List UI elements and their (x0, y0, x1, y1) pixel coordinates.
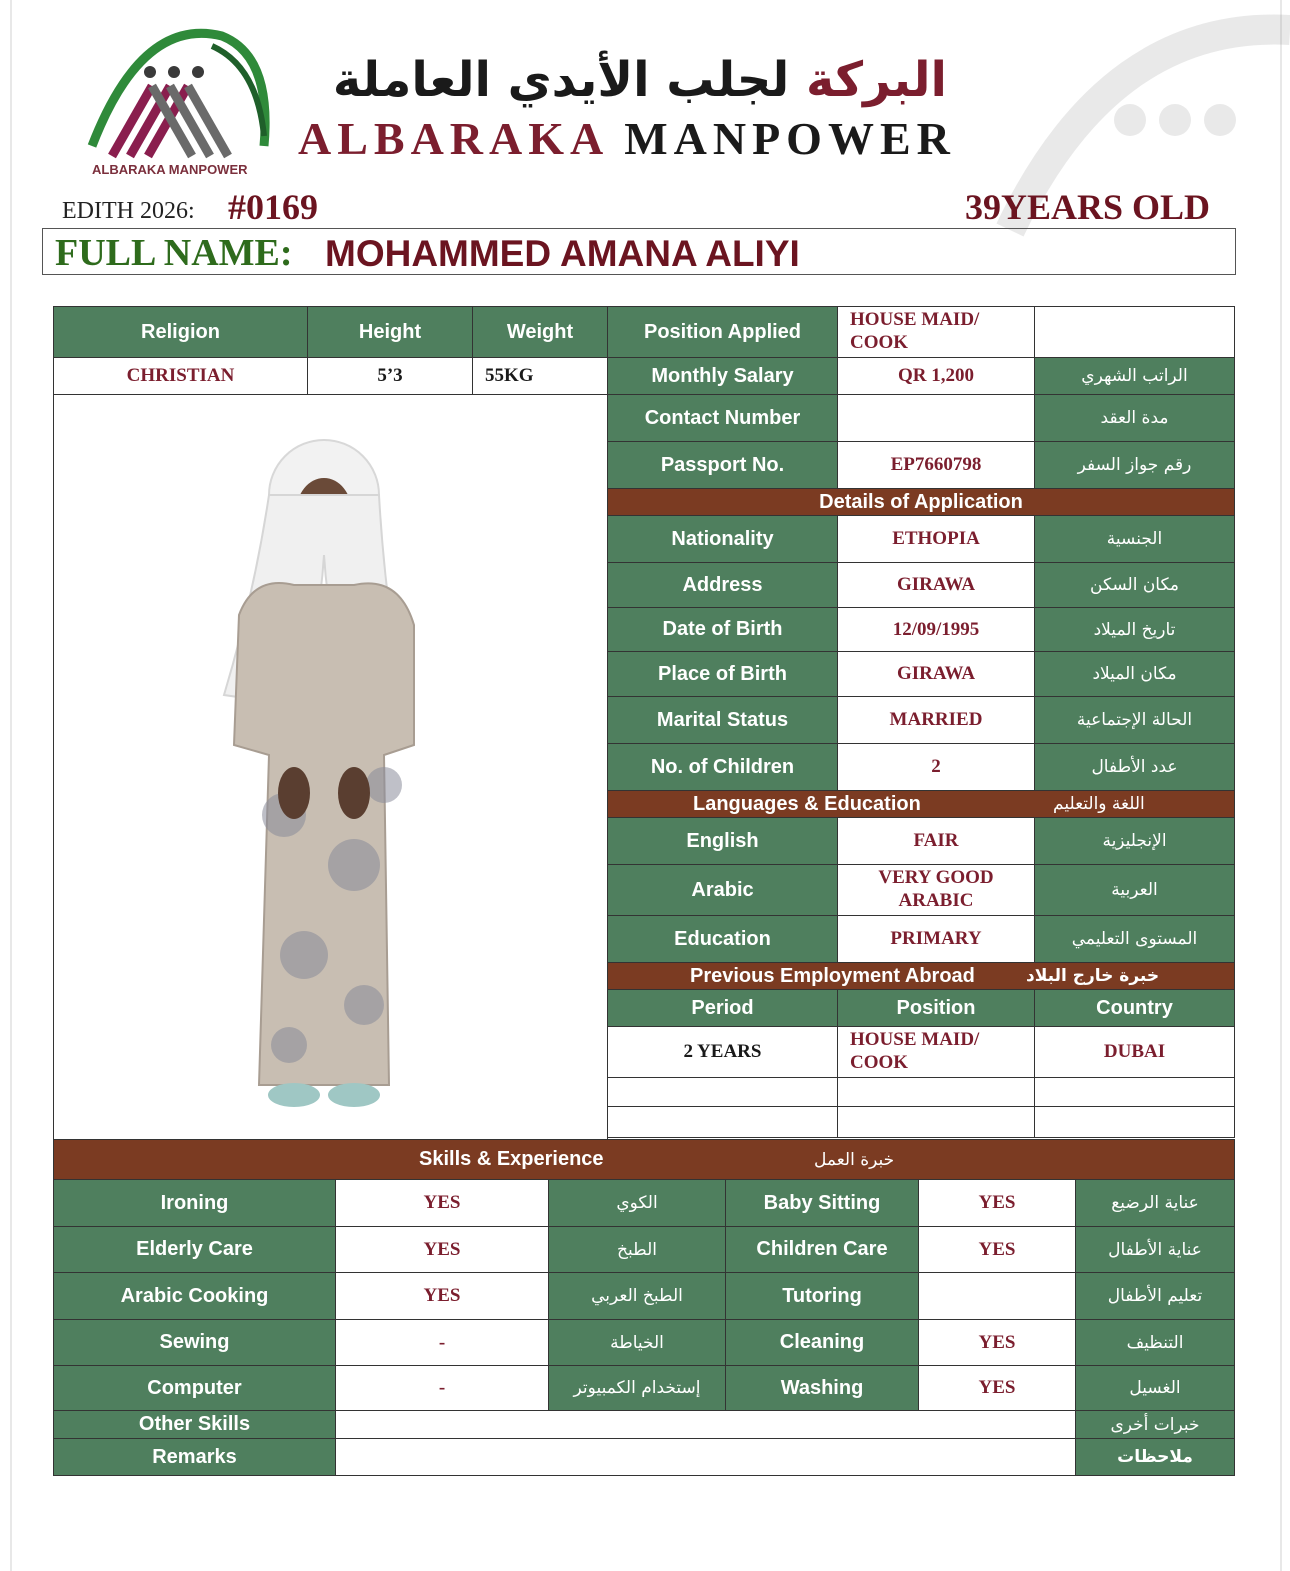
religion-label: Religion (53, 306, 308, 358)
height-value: 5’3 (307, 357, 473, 395)
skill-label-ar: عناية الأطفال (1075, 1226, 1235, 1273)
previous-empty-cell (837, 1077, 1035, 1107)
details-value: GIRAWA (837, 562, 1035, 608)
info-label-ar: رقم جواز السفر (1034, 441, 1235, 489)
details-value: ETHOPIA (837, 515, 1035, 563)
previous-empty-cell (1034, 1077, 1235, 1107)
languages-header: Languages & Education اللغة والتعليم (607, 790, 1235, 818)
details-label-ar: الجنسية (1034, 515, 1235, 563)
language-value: PRIMARY (837, 915, 1035, 963)
other-skills-label-ar: خبرات أخرى (1075, 1410, 1235, 1439)
skill-label: Baby Sitting (725, 1179, 919, 1227)
weight-value: 55KG (472, 357, 608, 395)
skill-label: Children Care (725, 1226, 919, 1273)
skill-label: Ironing (53, 1179, 336, 1227)
info-value: QR 1,200 (837, 357, 1035, 395)
skill-label-ar: الطبخ العربي (548, 1272, 726, 1320)
skill-label-ar: إستخدام الكمبيوتر (548, 1365, 726, 1411)
skill-value: YES (918, 1319, 1076, 1366)
info-label: Position Applied (607, 306, 838, 358)
skill-label-ar: تعليم الأطفال (1075, 1272, 1235, 1320)
details-label: No. of Children (607, 743, 838, 791)
brand-name-arabic: البركة لجلب الأيدي العاملة (332, 52, 947, 108)
weight-label: Weight (472, 306, 608, 358)
age-label: 39YEARS OLD (964, 187, 1210, 227)
remarks-value (335, 1438, 1076, 1476)
language-value: VERY GOOD ARABIC (837, 864, 1035, 916)
applicant-photo (53, 394, 608, 1140)
previous-col-header: Country (1034, 989, 1235, 1027)
full-name-label: FULL NAME: (55, 232, 293, 274)
details-label: Place of Birth (607, 651, 838, 697)
skill-value: YES (335, 1272, 549, 1320)
skill-label: Computer (53, 1365, 336, 1411)
skill-value: YES (335, 1226, 549, 1273)
details-value: 12/09/1995 (837, 607, 1035, 652)
language-label: Education (607, 915, 838, 963)
logo-caption: ALBARAKA MANPOWER (92, 162, 248, 177)
other-skills-label: Other Skills (53, 1410, 336, 1439)
info-label-ar (1034, 306, 1235, 358)
language-label-ar: المستوى التعليمي (1034, 915, 1235, 963)
skill-value: YES (918, 1226, 1076, 1273)
previous-col-header: Period (607, 989, 838, 1027)
details-label-ar: مكان الميلاد (1034, 651, 1235, 697)
skill-label: Arabic Cooking (53, 1272, 336, 1320)
skill-value: YES (335, 1179, 549, 1227)
brand-name-english: ALBARAKA MANPOWER (298, 113, 956, 164)
info-value: EP7660798 (837, 441, 1035, 489)
language-label: English (607, 817, 838, 865)
skill-label: Elderly Care (53, 1226, 336, 1273)
skill-label-ar: عناية الرضيع (1075, 1179, 1235, 1227)
skills-header: Skills & Experience خبرة العمل (53, 1139, 1235, 1180)
info-label: Passport No. (607, 441, 838, 489)
skill-label: Sewing (53, 1319, 336, 1366)
skill-label-ar: التنظيف (1075, 1319, 1235, 1366)
info-label: Contact Number (607, 394, 838, 442)
previous-position: HOUSE MAID/ COOK (837, 1026, 1035, 1078)
language-label-ar: الإنجليزية (1034, 817, 1235, 865)
details-value: 2 (837, 743, 1035, 791)
full-name-value: MOHAMMED AMANA ALIYI (325, 233, 800, 274)
details-value: GIRAWA (837, 651, 1035, 697)
skill-label-ar: الغسيل (1075, 1365, 1235, 1411)
skill-label: Cleaning (725, 1319, 919, 1366)
skill-label-ar: الخياطة (548, 1319, 726, 1366)
previous-employment-header: Previous Employment Abroad خبرة خارج البلاد (607, 962, 1235, 990)
other-skills-value (335, 1410, 1076, 1439)
previous-empty-cell (607, 1106, 838, 1138)
language-label-ar: العربية (1034, 864, 1235, 916)
previous-empty-cell (1034, 1106, 1235, 1138)
info-label-ar: الراتب الشهري (1034, 357, 1235, 395)
albaraka-logo-icon (82, 26, 272, 181)
details-label: Nationality (607, 515, 838, 563)
details-label: Marital Status (607, 696, 838, 744)
details-label: Date of Birth (607, 607, 838, 652)
skill-value: - (335, 1365, 549, 1411)
info-value: HOUSE MAID/ COOK (837, 306, 1035, 358)
edition-label: EDITH 2026: (62, 198, 195, 224)
skill-label-ar: الطبخ (548, 1226, 726, 1273)
previous-empty-cell (837, 1106, 1035, 1138)
religion-value: CHRISTIAN (53, 357, 308, 395)
previous-empty-cell (607, 1077, 838, 1107)
skill-label: Tutoring (725, 1272, 919, 1320)
skill-value: - (335, 1319, 549, 1366)
previous-period: 2 YEARS (607, 1026, 838, 1078)
skill-value: YES (918, 1179, 1076, 1227)
details-value: MARRIED (837, 696, 1035, 744)
info-value (837, 394, 1035, 442)
reference-number: #0169 (228, 187, 318, 227)
skill-label: Washing (725, 1365, 919, 1411)
previous-col-header: Position (837, 989, 1035, 1027)
details-label-ar: تاريخ الميلاد (1034, 607, 1235, 652)
details-label-ar: الحالة الإجتماعية (1034, 696, 1235, 744)
skill-value (918, 1272, 1076, 1320)
height-label: Height (307, 306, 473, 358)
skill-label-ar: الكوي (548, 1179, 726, 1227)
remarks-label: Remarks (53, 1438, 336, 1476)
language-label: Arabic (607, 864, 838, 916)
previous-country: DUBAI (1034, 1026, 1235, 1078)
remarks-label-ar: ملاحظات (1075, 1438, 1235, 1476)
info-label: Monthly Salary (607, 357, 838, 395)
info-label-ar: مدة العقد (1034, 394, 1235, 442)
details-label-ar: عدد الأطفال (1034, 743, 1235, 791)
details-label-ar: مكان السكن (1034, 562, 1235, 608)
language-value: FAIR (837, 817, 1035, 865)
details-label: Address (607, 562, 838, 608)
full-name-box (42, 228, 1236, 275)
details-header: Details of Application (607, 488, 1235, 516)
skill-value: YES (918, 1365, 1076, 1411)
